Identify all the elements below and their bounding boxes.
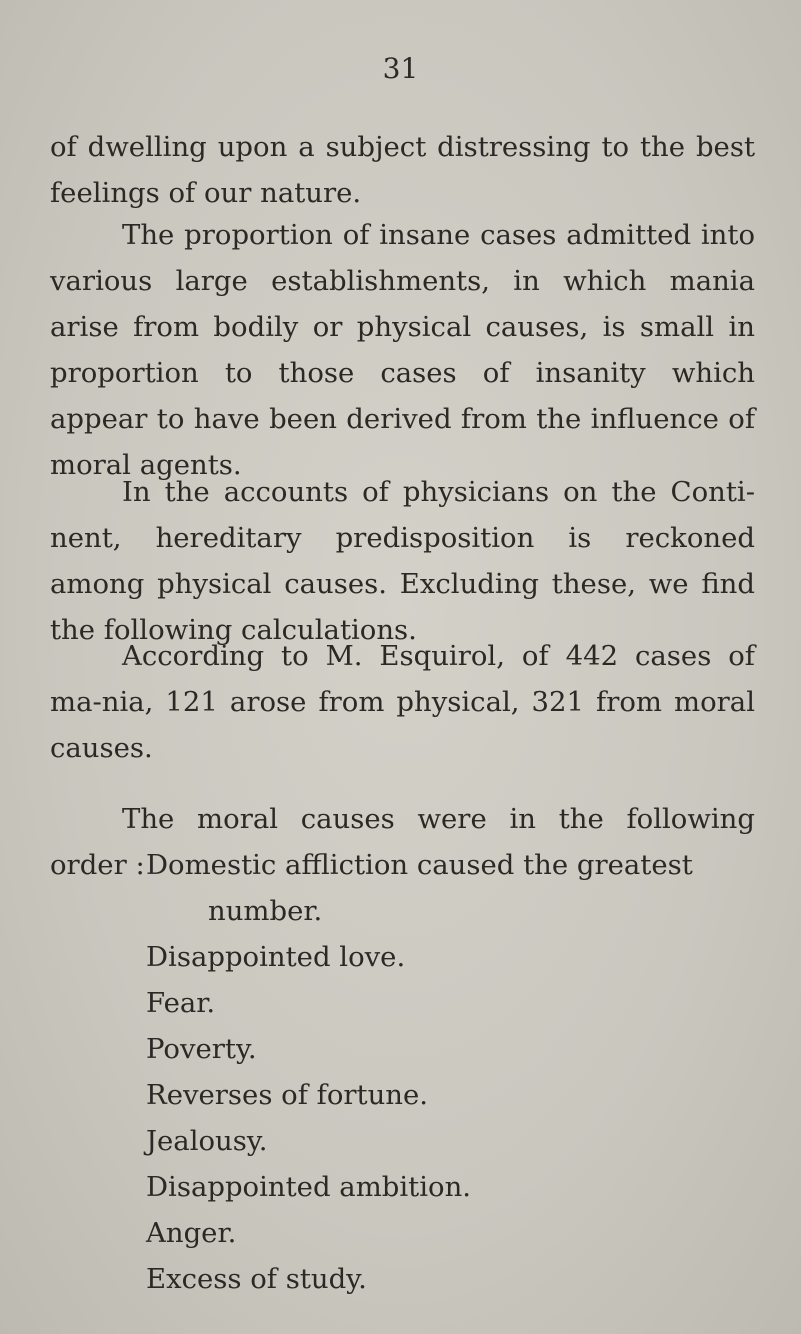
list-item: Excess of study.	[146, 1263, 367, 1295]
page-number: 31	[382, 52, 419, 85]
paragraph-continuation: of dwelling upon a subject distressing to the best feelings of our nature.	[50, 131, 755, 209]
list-item: Reverses of fortune.	[146, 1079, 429, 1111]
list-item: Anger.	[146, 1217, 237, 1249]
list-item: Domestic affliction caused the greatest number.	[146, 849, 693, 927]
paragraph-hereditary: In the accounts of physicians on the Conti-nent, hereditary predisposition is reckoned among physical causes. Excluding these, we find the following calculations.	[50, 476, 755, 646]
list-item: Fear.	[146, 987, 216, 1019]
paragraph-proportion: The proportion of insane cases admitted into various large establishments, in which mania arise from bodily or physical causes, is small in proportion to those cases of insanity which appear to have been derived from the influence of moral agents.	[50, 219, 755, 481]
paragraph-esquirol: According to M. Esquirol, of 442 cases of ma-nia, 121 arose from physical, 321 from moral causes.	[50, 640, 755, 764]
moral-causes-list	[146, 842, 756, 1302]
list-item: Disappointed love.	[146, 941, 406, 973]
paragraph-moral-causes-intro: The moral causes were in the following order :	[50, 803, 755, 881]
list-item: Poverty.	[146, 1033, 257, 1065]
list-item: Disappointed ambition.	[146, 1171, 472, 1203]
list-item: Jealousy.	[146, 1125, 268, 1157]
